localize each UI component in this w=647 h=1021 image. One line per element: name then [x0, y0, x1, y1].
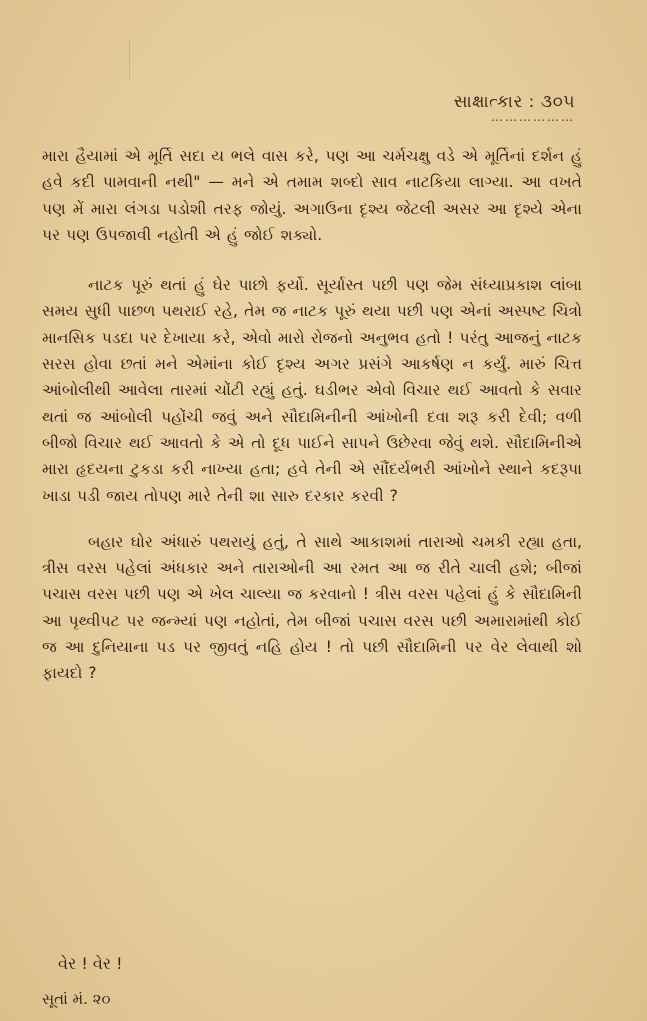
running-head: સાક્ષાત્કાર : ૩૦૫: [453, 92, 575, 112]
paragraph-1: મારા હૈયામાં એ મૂર્તિ સદા ય ભલે વાસ કરે, પણ આ ચર્મચક્ષુ વડે એ મૂર્તિનાં દર્શન હું હવે કદી પામવાની નથી" — મને એ તમામ શબ્દો સાવ નાટકિયા લાગ્યા. આ વખતે પણ મેં મારા લંગડા પડોશી તરફ જોયું. અગાઉના દૃશ્ય જેટલી અસર આ દૃશ્યે એના પર પણ ઉપજાવી નહોતી એ હું જોઈ શક્યો.: [42, 147, 582, 244]
page-crease-mark: [129, 40, 130, 80]
paragraph-2: નાટક પૂરું થતાં હું ઘેર પાછો ફર્યો. સૂર્યાસ્ત પછી પણ જેમ સંધ્યાપ્રકાશ લાંબા સમય સુધી પાછળ પથરાઈ રહે, તેમ જ નાટક પૂરું થયા પછી પણ એનાં અસ્પષ્ટ ચિત્રો માનસિક પડદા પર દેખાયા કરે, એવો મારો રોજનો અનુભવ હતો ! પરંતુ આજનું નાટક સરસ હોવા છતાં મને એમાંના કોઈ દૃશ્ય અગર પ્રસંગે આકર્ષણ ન કર્યું. મારું ચિત્ત આંબોલીથી આવેલા તારમાં ચોંટી રહ્યું હતું. ઘડીભર એવો વિચાર થઈ આવતો કે સવાર થતાં જ આંબોલી પહોંચી જવું અને સૌદામિનીની આંખોની દવા શરૂ કરી દેવી; વળી બીજો વિચાર થઈ આવતો કે એ તો દૂધ પાઈને સાપને ઉછેરવા જેવું થશે. સૌદામિનીએ મારા હૃદયના ટુકડા કરી નાખ્યા હતા; હવે તેની એ સૌંદર્યભરી આંખોને સ્થાને કદરૂપા ખાડા પડી જાય તોપણ મારે તેની શા સારુ દરકાર કરવી ?: [42, 276, 582, 505]
page-footer: [42, 952, 123, 1012]
page-body: [42, 143, 582, 687]
printer-signature-mark: સૂતાં મં. ૨૦: [42, 990, 111, 1008]
footer-exclamation: વેર ! વેર !: [58, 954, 123, 973]
paragraph-3: બહાર ઘોર અંધારું પથરાયું હતું, તે સાથે આકાશમાં તારાઓ ચમકી રહ્યા હતા, ત્રીસ વરસ પહેલાં અંધકાર અને તારાઓની આ રમત આ જ રીતે ચાલી હશે; બીજાં પચાસ વરસ પછી પણ એ ખેલ ચાલ્યા જ કરવાનો ! ત્રીસ વરસ પહેલાં હું કે સૌદામિની આ પૃથ્વીપટ પર જન્મ્યાં પણ નહોતાં, તેમ બીજાં પચાસ વરસ પછી અમારામાંથી કોઈ જ આ દુનિયાના પડ પર જીવતું નહિ હોય ! તો પછી સૌદામિની પર વેર લેવાથી શો ફાયદો ?: [42, 532, 582, 683]
header-dotted-rule: ………………: [491, 110, 575, 124]
page-header: [454, 92, 575, 124]
